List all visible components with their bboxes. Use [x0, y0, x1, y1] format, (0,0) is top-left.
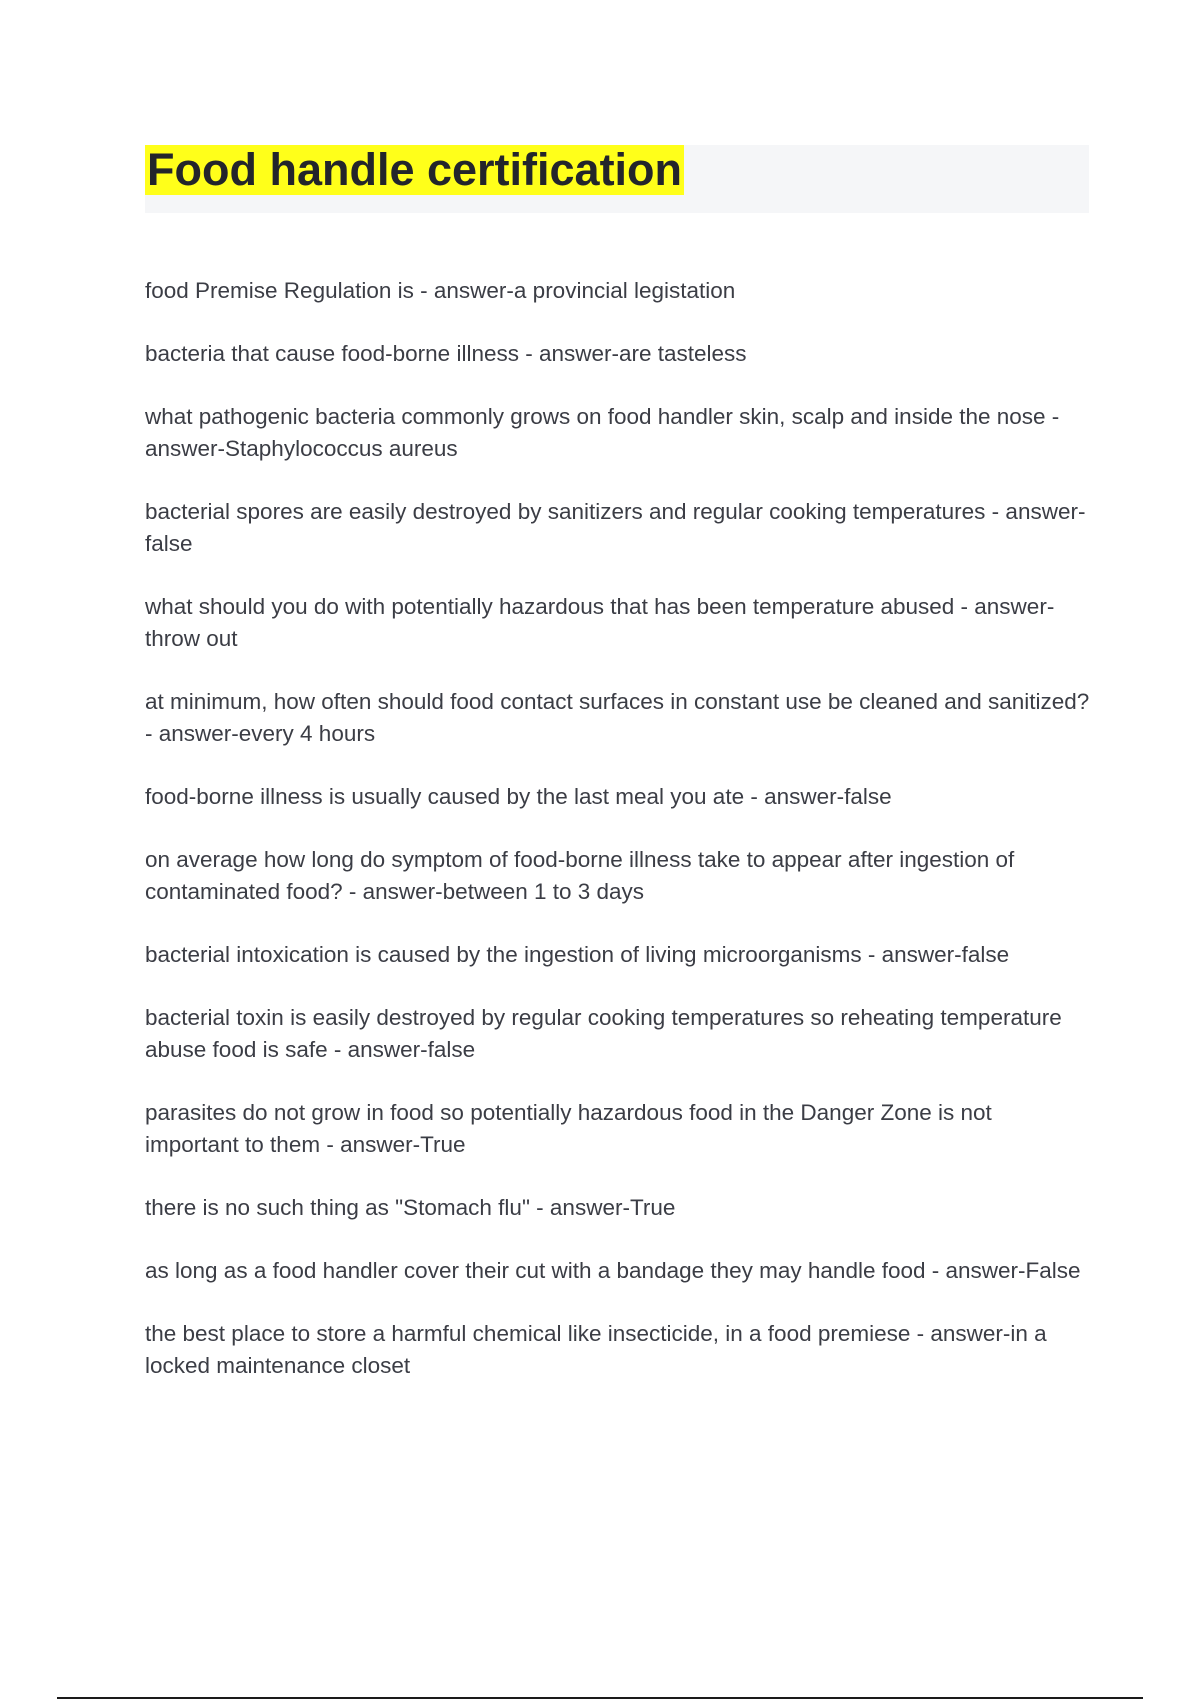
qa-item-4: bacterial spores are easily destroyed by sanitizers and regular cooking temperatures - answer-false: [145, 499, 1086, 556]
document-title: Food handle certification: [147, 144, 683, 195]
question-answer-list: [145, 275, 1090, 1413]
qa-item-2: bacteria that cause food-borne illness - answer-are tasteless: [145, 341, 747, 366]
qa-item-14: the best place to store a harmful chemical like insecticide, in a food premiese - answer-in a locked maintenance closet: [145, 1321, 1047, 1378]
qa-item-7: food-borne illness is usually caused by the last meal you ate - answer-false: [145, 784, 892, 809]
qa-item-3: what pathogenic bacteria commonly grows on food handler skin, scalp and inside the nose - answer-Staphylococcus aureus: [145, 404, 1060, 461]
qa-item-13: as long as a food handler cover their cut with a bandage they may handle food - answer-False: [145, 1258, 1081, 1283]
qa-item-1: food Premise Regulation is - answer-a provincial legistation: [145, 278, 736, 303]
qa-item-9: bacterial intoxication is caused by the ingestion of living microorganisms - answer-false: [145, 942, 1010, 967]
qa-item-6: at minimum, how often should food contact surfaces in constant use be cleaned and sanitized? - answer-every 4 hours: [145, 689, 1090, 746]
qa-item-12: there is no such thing as "Stomach flu" - answer-True: [145, 1195, 676, 1220]
qa-item-10: bacterial toxin is easily destroyed by regular cooking temperatures so reheating temperature abuse food is safe - answer-false: [145, 1005, 1062, 1062]
qa-item-8: on average how long do symptom of food-borne illness take to appear after ingestion of contaminated food? - answer-between 1 to 3 days: [145, 847, 1015, 904]
qa-item-11: parasites do not grow in food so potentially hazardous food in the Danger Zone is not important to them - answer-True: [145, 1100, 992, 1157]
qa-item-5: what should you do with potentially hazardous that has been temperature abused - answer-throw out: [145, 594, 1055, 651]
footer-divider: [57, 1697, 1143, 1699]
